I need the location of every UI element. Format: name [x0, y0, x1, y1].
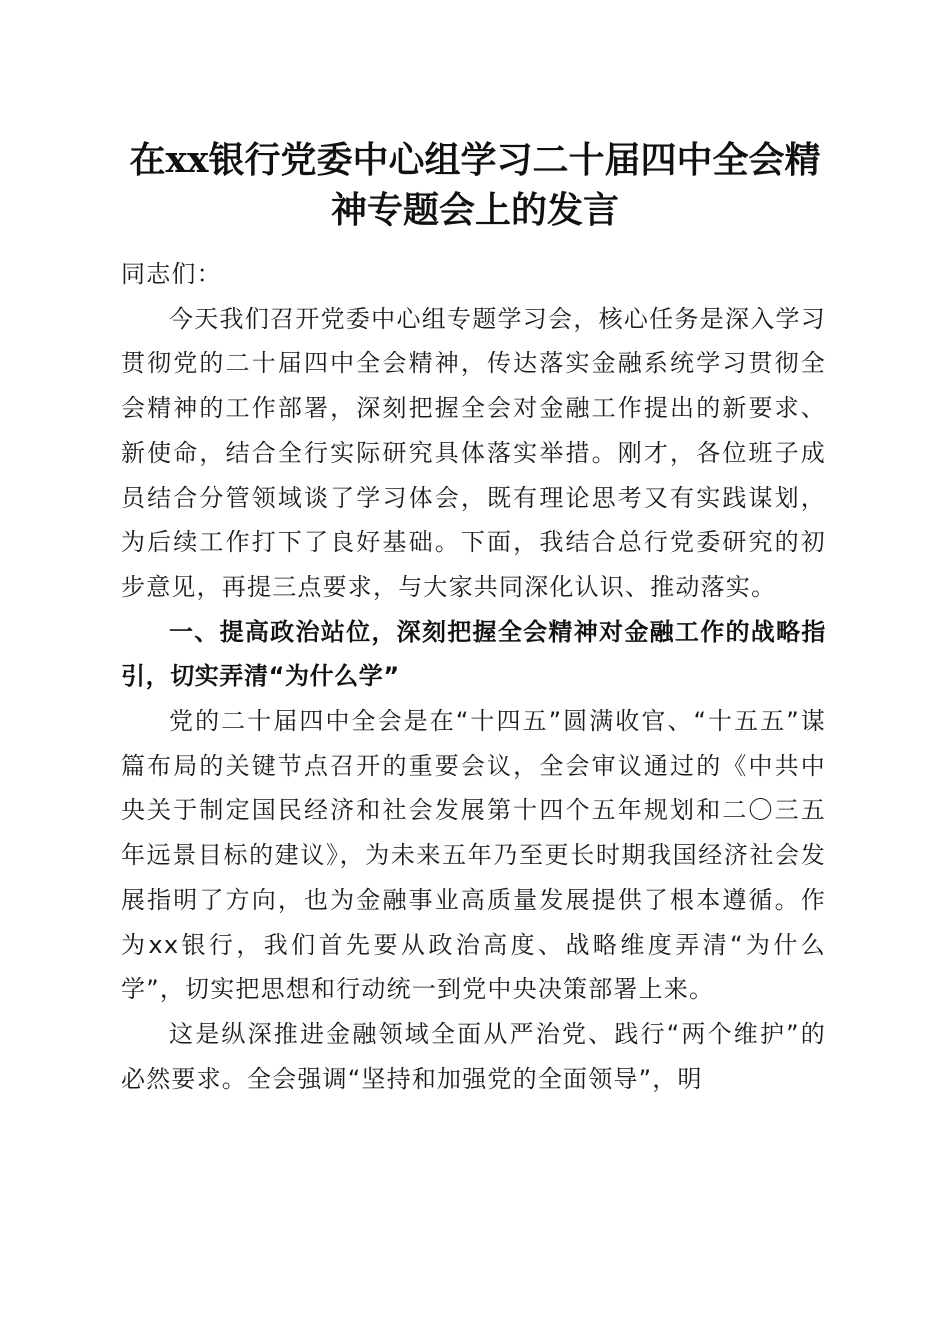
salutation: 同志们：	[121, 260, 222, 288]
document-title	[100, 135, 850, 235]
section-heading-1: 一、提高政治站位，深刻把握全会精神对金融工作的战略指引，切实弄清“为什么学”	[121, 617, 826, 691]
title-line-1: 在xx银行党委中心组学习二十届四中全会精	[129, 139, 821, 181]
paragraph-section-1-point-1: 这是纵深推进金融领域全面从严治党、践行“两个维护”的必然要求。全会强调“坚持和加强党的全面领导”，明	[121, 1019, 826, 1093]
document-body	[121, 252, 826, 1101]
paragraph-intro: 今天我们召开党委中心组专题学习会，核心任务是深入学习贯彻党的二十届四中全会精神，传达落实金融系统学习贯彻全会精神的工作部署，深刻把握全会对金融工作提出的新要求、新使命，结合全行实际研究具体落实举措。刚才，各位班子成员结合分管领域谈了学习体会，既有理论思考又有实践谋划，为后续工作打下了良好基础。下面，我结合总行党委研究的初步意见，再提三点要求，与大家共同深化认识、推动落实。	[121, 304, 826, 601]
paragraph-section-1: 党的二十届四中全会是在“十四五”圆满收官、“十五五”谋篇布局的关键节点召开的重要会议，全会审议通过的《中共中央关于制定国民经济和社会发展第十四个五年规划和二〇三五年远景目标的建议》，为未来五年乃至更长时期我国经济社会发展指明了方向，也为金融事业高质量发展提供了根本遵循。作为xx银行，我们首先要从政治高度、战略维度弄清“为什么学”，切实把思想和行动统一到党中央决策部署上来。	[121, 707, 826, 1004]
title-line-2: 神专题会上的发言	[330, 189, 619, 231]
